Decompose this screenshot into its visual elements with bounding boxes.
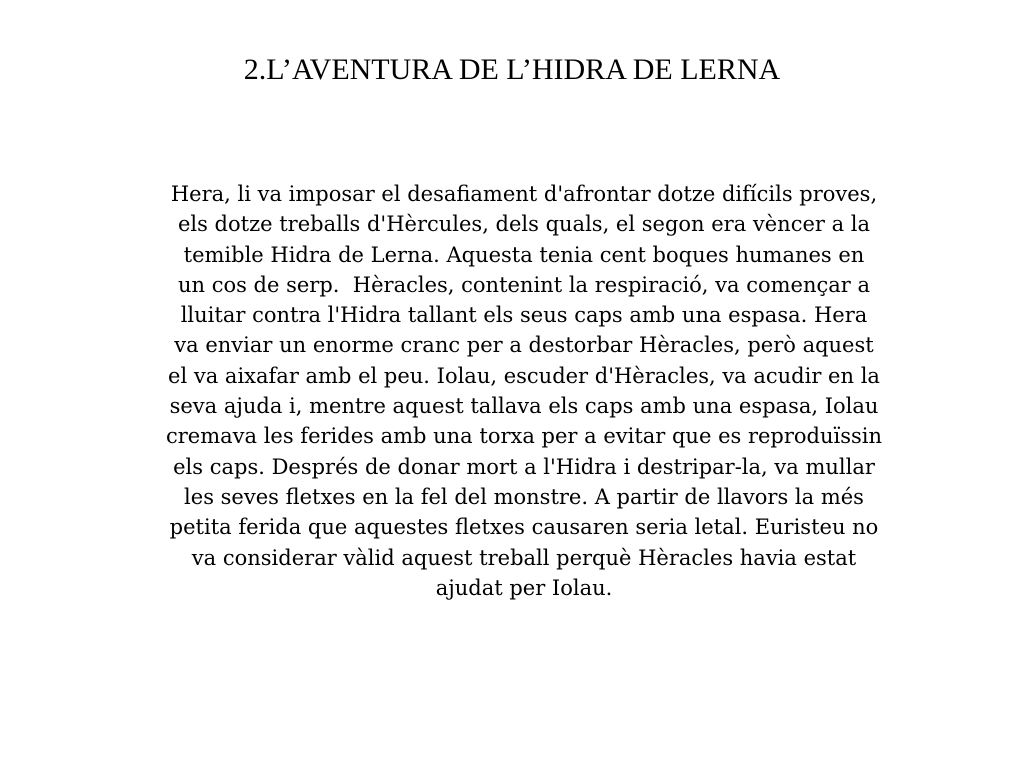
body-line: lluitar contra l'Hidra tallant els seus caps amb una espasa. Hera	[180, 303, 868, 328]
body-line: ajudat per Iolau.	[435, 575, 613, 600]
body-line: cremava les ferides amb una torxa per a evitar que es reproduïssin	[165, 424, 883, 449]
body-line: els dotze treballs d'Hèrcules, dels quals, el segon era vèncer a la	[177, 212, 871, 237]
body-line: temible Hidra de Lerna. Aquesta tenia cent boques humanes en	[183, 242, 865, 267]
body-line: els caps. Després de donar mort a l'Hidra i destripar-la, va mullar	[173, 454, 875, 479]
body-line: Hera, li va imposar el desafiament d'afrontar dotze difícils proves,	[170, 182, 878, 206]
body-line: seva ajuda i, mentre aquest tallava els caps amb una espasa, Iolau	[169, 394, 879, 419]
slide-title: 2.L’AVENTURA DE L’HIDRA DE LERNA	[243, 53, 781, 86]
body-line: va enviar un enorme cranc per a destorbar Hèracles, però aquest	[174, 333, 874, 358]
body-paragraph	[96, 179, 952, 603]
body-line: petita ferida que aquestes fletxes causaren seria letal. Euristeu no	[169, 515, 879, 540]
body-line: les seves fletxes en la fel del monstre. A partir de llavors la més	[184, 484, 864, 509]
body-line: el va aixafar amb el peu. Iolau, escuder d'Hèracles, va acudir en la	[168, 363, 880, 388]
body-line: un cos de serp. Hèracles, contenint la respiració, va començar a	[177, 272, 871, 297]
body-line: va considerar vàlid aquest treball perquè Hèracles havia estat	[191, 545, 857, 570]
